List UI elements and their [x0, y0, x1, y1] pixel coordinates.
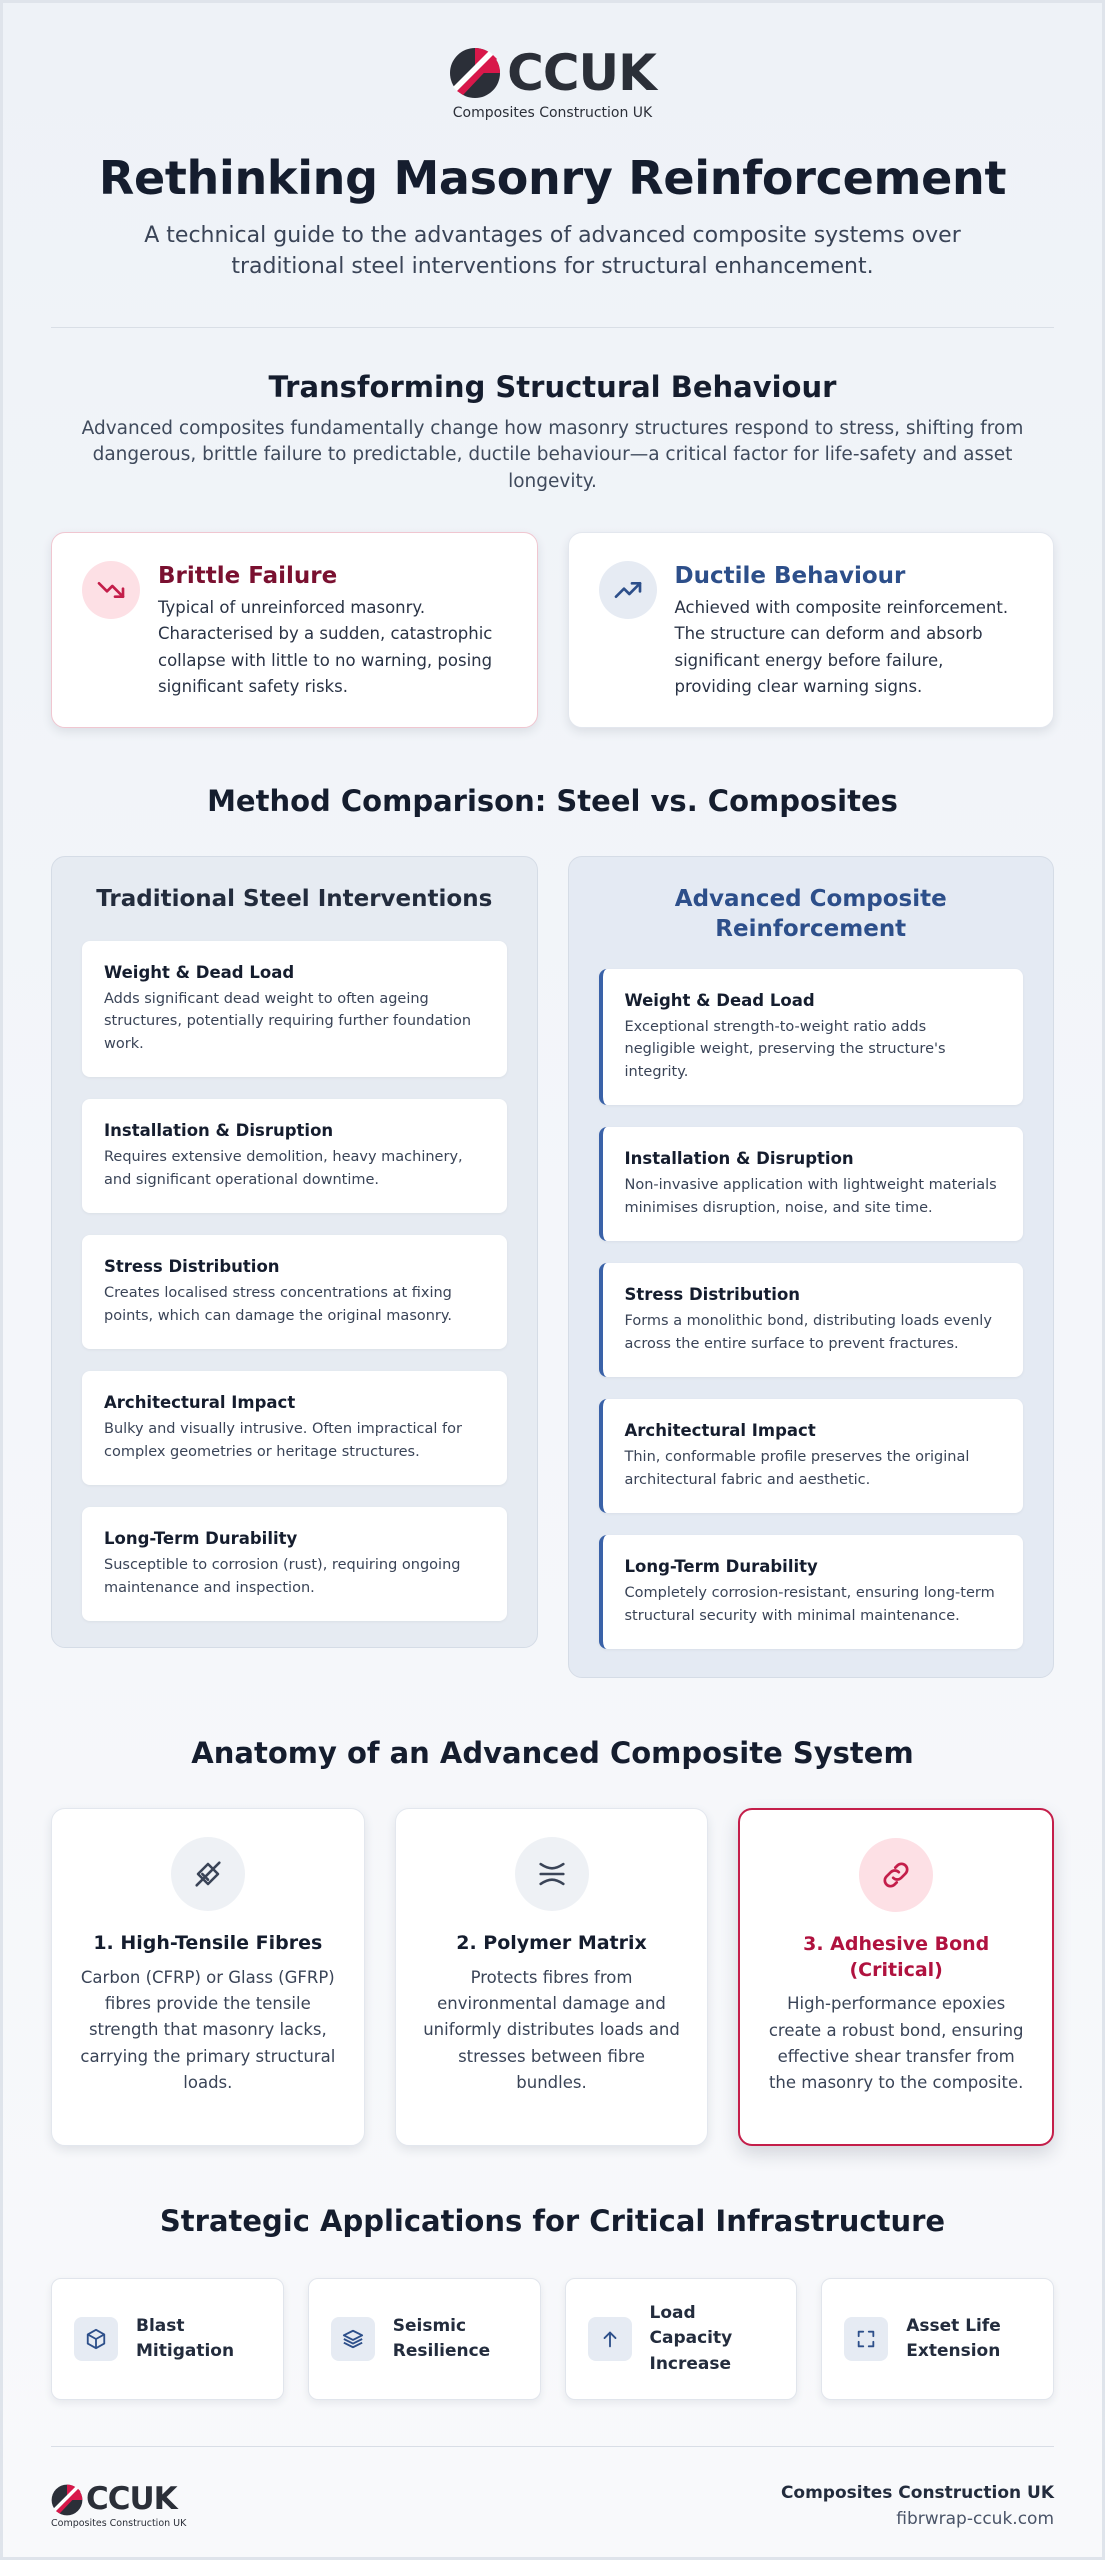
steel-item [82, 1099, 507, 1213]
fibres-title: 1. High-Tensile Fibres [93, 1932, 323, 1955]
steel-item-text: Creates localised stress concentrations at fixing points, which can damage the original masonry. [104, 1285, 453, 1324]
expand-icon [844, 2317, 888, 2361]
adhesive-bond-title: 3. Adhesive Bond (Critical) [803, 1933, 990, 1981]
brittle-failure-text: Typical of unreinforced masonry. Characterised by a sudden, catastrophic collapse with little to no warning, posing significant safety risks. [158, 598, 493, 697]
footer-logo-subtext: Composites Construction UK [51, 2517, 187, 2529]
steel-item-text: Requires extensive demolition, heavy machinery, and significant operational downtime. [104, 1149, 463, 1188]
application-blast-mitigation [51, 2278, 284, 2400]
composite-item-text: Completely corrosion-resistant, ensuring long-term structural security with minimal maintenance. [624, 1585, 995, 1624]
adhesive-bond-card [738, 1808, 1054, 2146]
adhesive-bond-text: High-performance epoxies create a robust bond, ensuring effective shear transfer from the masonry to the composite. [768, 1994, 1024, 2093]
composite-item-title: Weight & Dead Load [624, 990, 815, 1010]
matrix-text: Protects fibres from environmental damage and uniformly distributes loads and stresses between fibre bundles. [423, 1967, 680, 2093]
steel-item-text: Bulky and visually intrusive. Often impractical for complex geometries or heritage structures. [104, 1421, 462, 1460]
page-subtitle: A technical guide to the advantages of advanced composite systems over traditional steel interventions for structural enhancement. [144, 223, 961, 279]
composite-item-title: Architectural Impact [624, 1421, 816, 1441]
steel-item-title: Weight & Dead Load [104, 962, 295, 982]
logo-subtext: Composites Construction UK [452, 105, 653, 121]
composite-item-title: Installation & Disruption [624, 1149, 854, 1169]
matrix-icon [515, 1837, 589, 1911]
steel-item-title: Long-Term Durability [104, 1529, 298, 1549]
fibres-card [51, 1808, 365, 2146]
logo-text: CCUK [507, 44, 656, 102]
brand-logo [449, 44, 656, 102]
applications-section [51, 2204, 1054, 2400]
composite-item [599, 1399, 1024, 1513]
matrix-title: 2. Polymer Matrix [456, 1932, 647, 1955]
behaviour-intro: Advanced composites fundamentally change how masonry structures respond to stress, shifting from dangerous, brittle failure to predictable, ductile behaviour—a critical factor for life-safety and asset longevity. [81, 417, 1024, 493]
footer-logo-mark-icon [51, 2484, 83, 2516]
cube-icon [74, 2317, 118, 2361]
steel-item [82, 1507, 507, 1621]
steel-item-title: Architectural Impact [104, 1393, 296, 1413]
behaviour-title: Transforming Structural Behaviour [268, 369, 837, 404]
steel-item [82, 1235, 507, 1349]
ductile-behaviour-card [568, 532, 1055, 728]
trending-down-icon [82, 561, 140, 619]
composite-item [599, 1127, 1024, 1241]
link-icon [859, 1838, 933, 1912]
composite-item [599, 969, 1024, 1105]
composite-item-text: Non-invasive application with lightweight materials minimises disruption, noise, and site time. [624, 1177, 997, 1216]
application-label: Seismic Resilience [392, 2315, 491, 2362]
composite-column [568, 856, 1055, 1678]
brittle-failure-card [51, 532, 538, 728]
page-header [51, 3, 1054, 283]
steel-column [51, 856, 538, 1648]
application-label: Blast Mitigation [136, 2315, 235, 2362]
comparison-title: Method Comparison: Steel vs. Composites [207, 784, 898, 819]
footer-logo [51, 2481, 187, 2529]
composite-item [599, 1263, 1024, 1377]
application-asset-life [821, 2278, 1054, 2400]
logo-mark-icon [449, 47, 501, 99]
steel-item-title: Stress Distribution [104, 1257, 280, 1277]
trending-up-icon [599, 561, 657, 619]
composite-heading: Advanced Composite Reinforcement [674, 886, 947, 942]
composite-item-text: Forms a monolithic bond, distributing loads evenly across the entire surface to prevent fractures. [624, 1313, 992, 1352]
arrow-up-icon [588, 2317, 632, 2361]
layers-icon [331, 2317, 375, 2361]
comparison-section [51, 784, 1054, 1678]
ductile-behaviour-title: Ductile Behaviour [674, 563, 906, 590]
steel-item-text: Susceptible to corrosion (rust), requiring ongoing maintenance and inspection. [104, 1557, 461, 1596]
anatomy-section [51, 1736, 1054, 2146]
composite-item-title: Stress Distribution [624, 1285, 801, 1305]
composite-item-title: Long-Term Durability [624, 1557, 818, 1577]
page-footer [51, 2447, 1054, 2529]
steel-heading: Traditional Steel Interventions [96, 886, 493, 913]
application-label: Asset Life Extension [906, 2315, 1001, 2362]
steel-item [82, 941, 507, 1077]
behaviour-section [51, 370, 1054, 728]
application-seismic-resilience [308, 2278, 541, 2400]
page-title: Rethinking Masonry Reinforcement [98, 151, 1007, 205]
anatomy-title: Anatomy of an Advanced Composite System [191, 1736, 914, 1771]
brittle-failure-title: Brittle Failure [158, 563, 338, 590]
fibres-text: Carbon (CFRP) or Glass (GFRP) fibres provide the tensile strength that masonry lacks, carrying the primary structural loads. [80, 1967, 336, 2093]
footer-website-link[interactable]: fibrwrap-ccuk.com [896, 2509, 1054, 2530]
composite-item-text: Exceptional strength-to-weight ratio adds negligible weight, preserving the structure's integrity. [624, 1018, 946, 1080]
application-load-capacity [565, 2278, 798, 2400]
matrix-card [395, 1808, 709, 2146]
footer-company: Composites Construction UK [780, 2483, 1054, 2504]
composite-item [599, 1535, 1024, 1649]
header-divider [51, 327, 1054, 328]
footer-logo-text: CCUK [86, 2481, 177, 2518]
application-label: Load Capacity Increase [649, 2302, 733, 2374]
applications-title: Strategic Applications for Critical Infrastructure [159, 2204, 946, 2239]
fibres-icon [171, 1837, 245, 1911]
ductile-behaviour-text: Achieved with composite reinforcement. The structure can deform and absorb significant energy before failure, providing clear warning signs. [674, 598, 1009, 697]
steel-item [82, 1371, 507, 1485]
composite-item-text: Thin, conformable profile preserves the original architectural fabric and aesthetic. [624, 1449, 970, 1488]
steel-item-title: Installation & Disruption [104, 1121, 334, 1141]
steel-item-text: Adds significant dead weight to often ageing structures, potentially requiring further foundation work. [104, 990, 472, 1052]
